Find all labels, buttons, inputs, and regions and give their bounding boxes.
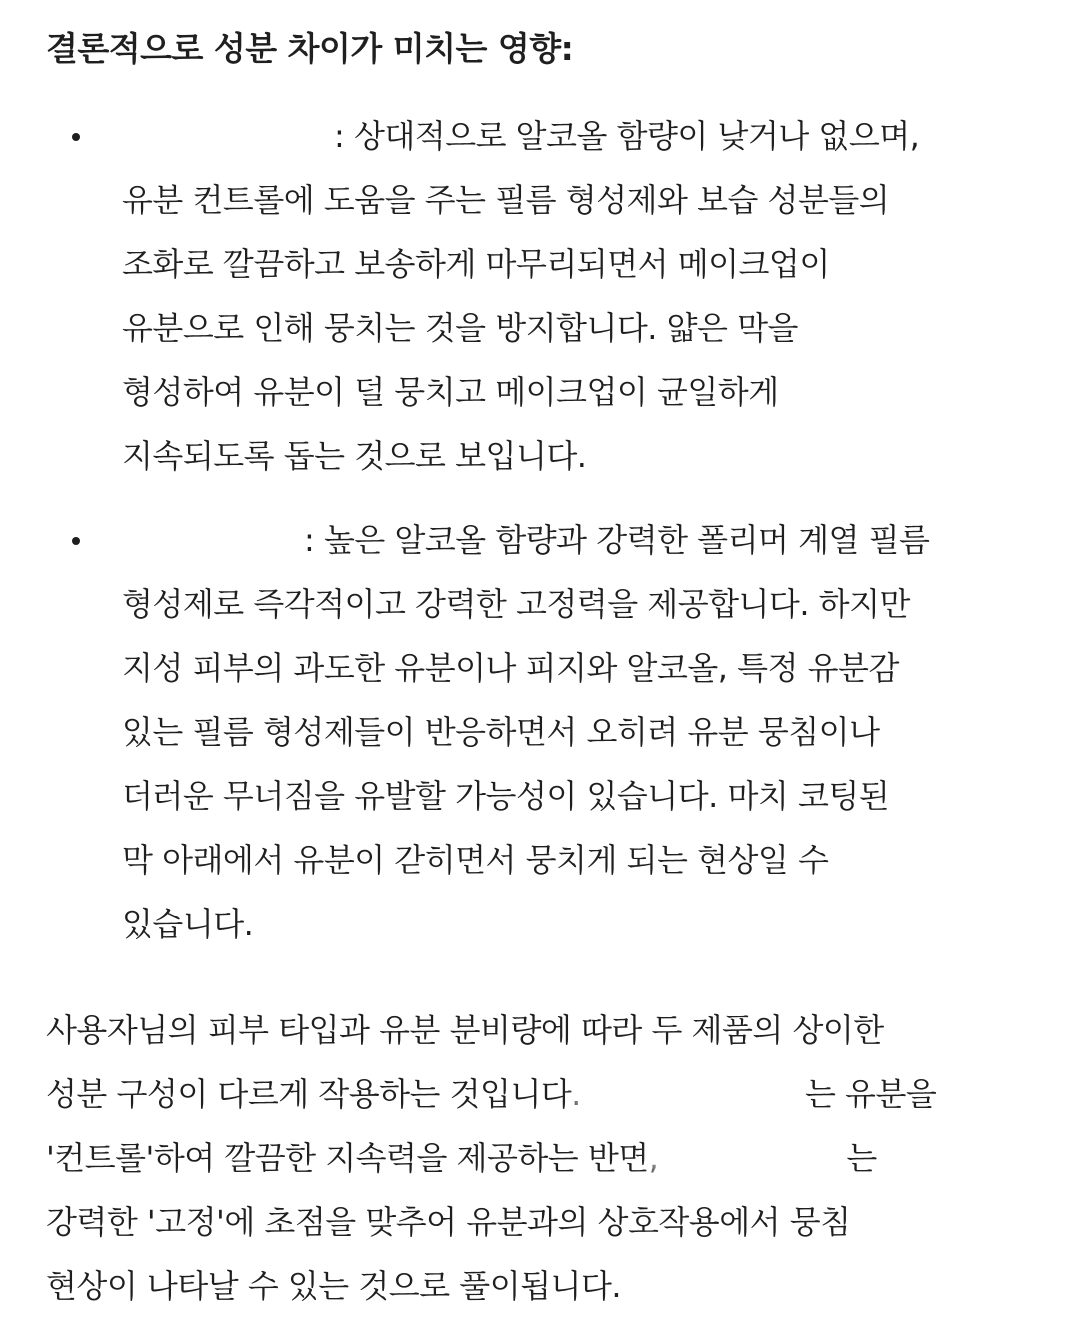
text-line: 지속되도록 돕는 것으로 보입니다. <box>122 437 587 475</box>
text-line: 형성하여 유분이 덜 뭉치고 메이크업이 균일하게 <box>122 373 779 411</box>
text-line: 지성 피부의 과도한 유분이나 피지와 알코올, 특정 유분감 <box>122 649 899 687</box>
text-line: 있는 필름 형성제들이 반응하면서 오히려 유분 뭉침이나 <box>122 713 880 751</box>
text-line: 더러운 무너짐을 유발할 가능성이 있습니다. 마치 코팅된 <box>122 777 890 815</box>
text-line <box>122 104 1032 168</box>
text-segment: '컨트롤'하여 깔끔한 지속력을 제공하는 반면, <box>46 1139 659 1177</box>
bullet-text-2 <box>122 508 1032 956</box>
text-line: 있습니다. <box>122 905 254 943</box>
section-heading: 결론적으로 성분 차이가 미치는 영향: <box>46 29 574 68</box>
text-line: 유분으로 인해 뭉치는 것을 방지합니다. 얇은 막을 <box>122 309 798 347</box>
text-segment: 성분 구성이 다르게 작용하는 것입니다. <box>46 1075 581 1113</box>
text-line: 조화로 깔끔하고 보송하게 마무리되면서 메이크업이 <box>122 245 830 283</box>
text-segment: 는 <box>846 1139 877 1177</box>
bullet-text-1 <box>122 104 1032 488</box>
text-line: 형성제로 즉각적이고 강력한 고정력을 제공합니다. 하지만 <box>122 585 910 623</box>
text-segment: : 높은 알코올 함량과 강력한 폴리머 계열 필름 <box>304 521 930 559</box>
redacted-product-name <box>122 520 298 564</box>
text-line: 사용자님의 피부 타입과 유분 분비량에 따라 두 제품의 상이한 <box>46 1011 884 1049</box>
redacted-product-name <box>585 1074 801 1118</box>
text-line <box>122 508 1032 572</box>
bullet-dot-icon <box>72 133 80 141</box>
text-line <box>46 1126 1046 1190</box>
text-line: 강력한 '고정'에 초점을 맞추어 유분과의 상호작용에서 뭉침 <box>46 1203 851 1241</box>
text-line: 유분 컨트롤에 도움을 주는 필름 형성제와 보습 성분들의 <box>122 181 890 219</box>
redacted-product-name <box>662 1138 842 1182</box>
text-line: 막 아래에서 유분이 갇히면서 뭉치게 되는 현상일 수 <box>122 841 829 879</box>
text-line <box>46 1062 1046 1126</box>
bullet-dot-icon <box>72 537 80 545</box>
text-segment: 는 유분을 <box>804 1075 937 1113</box>
summary-paragraph <box>46 998 1046 1318</box>
text-line: 현상이 나타날 수 있는 것으로 풀이됩니다. <box>46 1267 622 1305</box>
redacted-product-name <box>122 116 328 160</box>
text-segment: : 상대적으로 알코올 함량이 낮거나 없으며, <box>334 117 920 155</box>
